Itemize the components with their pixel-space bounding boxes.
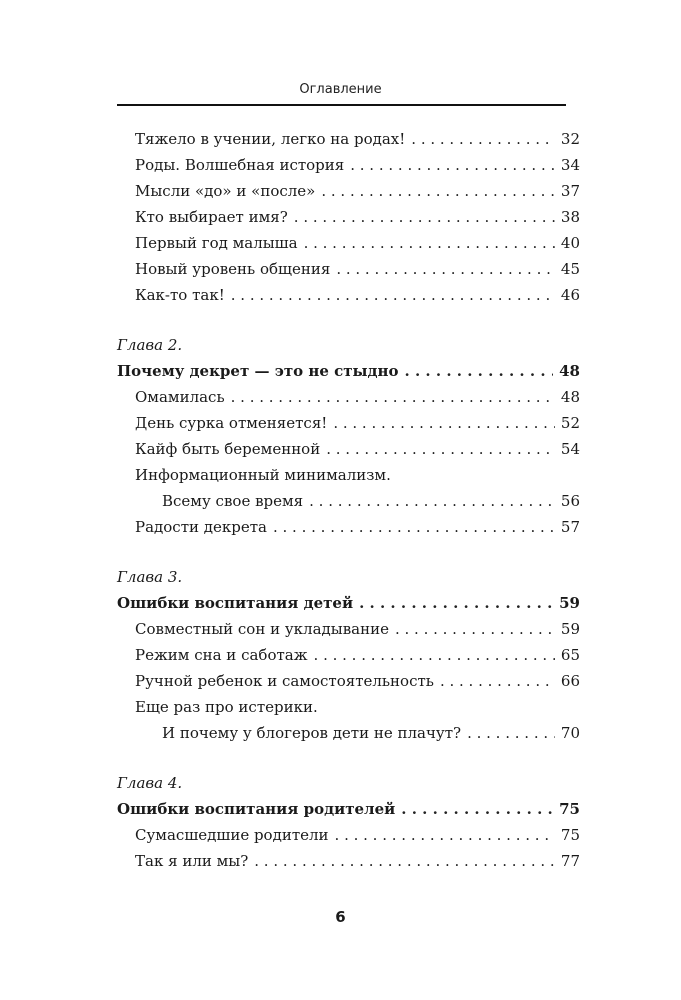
- dot-leader: [336, 258, 555, 280]
- dot-leader: [467, 722, 555, 744]
- toc-entry-title: День сурка отменяется!: [135, 414, 328, 432]
- toc-entry: [135, 258, 580, 284]
- page-number: 6: [335, 908, 346, 926]
- toc-entry: [135, 618, 580, 644]
- dot-leader: [231, 386, 555, 408]
- toc-entry: [135, 438, 580, 464]
- toc-entry-title: Ошибки воспитания родителей: [117, 800, 396, 818]
- toc-entry-title: Новый уровень общения: [135, 260, 331, 278]
- toc-page-number: 52: [560, 414, 580, 432]
- toc-entry-title: Кайф быть беременной: [135, 440, 321, 458]
- toc-entry: [135, 232, 580, 258]
- toc-entry: [135, 412, 580, 438]
- toc-entry-title: Режим сна и саботаж: [135, 646, 308, 664]
- chapter-label: [117, 772, 580, 798]
- dot-leader: [405, 360, 554, 382]
- toc-entry-title: Кто выбирает имя?: [135, 208, 288, 226]
- chapter-heading: [117, 360, 580, 386]
- toc-page-number: 46: [560, 286, 580, 304]
- dot-leader: [231, 284, 555, 306]
- dot-leader: [335, 824, 555, 846]
- dot-leader: [273, 516, 555, 538]
- toc-entry-title: Тяжело в учении, легко на родах!: [135, 130, 406, 148]
- toc-page-number: 48: [560, 388, 580, 406]
- chapter-heading: [117, 592, 580, 618]
- toc-page-number: 59: [560, 620, 580, 638]
- toc-entry-title: Глава 4.: [117, 774, 183, 792]
- toc-page-number: 77: [560, 852, 580, 870]
- toc-entry-title: Так я или мы?: [135, 852, 249, 870]
- toc-page-number: 38: [560, 208, 580, 226]
- toc-entry-title: Сумасшедшие родители: [135, 826, 329, 844]
- toc-entry: [135, 154, 580, 180]
- dot-leader: [294, 206, 555, 228]
- toc-page-number: 75: [559, 800, 580, 818]
- dot-leader: [304, 232, 555, 254]
- toc-entry: [135, 464, 580, 490]
- dot-leader: [359, 592, 553, 614]
- dot-leader: [440, 670, 555, 692]
- dot-leader: [350, 154, 555, 176]
- toc-page-number: 66: [560, 672, 580, 690]
- dot-leader: [326, 438, 555, 460]
- toc-entry-title: Мысли «до» и «после»: [135, 182, 316, 200]
- toc-page-number: 37: [560, 182, 580, 200]
- toc-page-number: 65: [560, 646, 580, 664]
- toc-entry-title: Глава 3.: [117, 568, 183, 586]
- toc-entry: [162, 490, 580, 516]
- toc-page-number: 45: [560, 260, 580, 278]
- toc-entry: [135, 284, 580, 310]
- dot-leader: [309, 490, 555, 512]
- toc-page-number: 57: [560, 518, 580, 536]
- toc-entry-title: Почему декрет — это не стыдно: [117, 362, 399, 380]
- toc-entry-title: Роды. Волшебная история: [135, 156, 345, 174]
- toc-entry: [162, 722, 580, 748]
- toc-page-number: 40: [560, 234, 580, 252]
- toc-entry-title: Информационный минимализм.: [135, 466, 391, 484]
- toc-entry: [135, 128, 580, 154]
- toc-entry-title: Ошибки воспитания детей: [117, 594, 354, 612]
- toc-page-number: 48: [559, 362, 580, 380]
- dot-leader: [254, 850, 555, 872]
- dot-leader: [411, 128, 555, 150]
- toc-entry-title: И почему у блогеров дети не плачут?: [162, 724, 462, 742]
- toc-entry: [135, 386, 580, 412]
- toc-entry: [135, 670, 580, 696]
- toc-page-number: 54: [560, 440, 580, 458]
- toc-entry: [135, 644, 580, 670]
- toc-page-number: 75: [560, 826, 580, 844]
- toc-entry: [135, 180, 580, 206]
- toc-page-number: 70: [560, 724, 580, 742]
- toc-page-number: 56: [560, 492, 580, 510]
- toc-entry: [135, 850, 580, 876]
- toc-entry-title: Первый год малыша: [135, 234, 298, 252]
- dot-leader: [333, 412, 555, 434]
- chapter-heading: [117, 798, 580, 824]
- chapter-label: [117, 334, 580, 360]
- toc-entry-title: Еще раз про истерики.: [135, 698, 318, 716]
- toc-page-number: 32: [560, 130, 580, 148]
- dot-leader: [314, 644, 555, 666]
- toc-entry-title: Глава 2.: [117, 336, 183, 354]
- toc-entry: [135, 516, 580, 542]
- toc-entry-title: Как-то так!: [135, 286, 225, 304]
- toc-page-number: 34: [560, 156, 580, 174]
- toc-entry: [135, 824, 580, 850]
- toc-page-number: 59: [559, 594, 580, 612]
- toc-entry-title: Совместный сон и укладывание: [135, 620, 389, 638]
- toc-entry: [135, 696, 580, 722]
- dot-leader: [321, 180, 555, 202]
- toc-entry-title: Омамилась: [135, 388, 225, 406]
- dot-leader: [395, 618, 555, 640]
- toc-entry-title: Всему свое время: [162, 492, 304, 510]
- toc-entry-title: Ручной ребенок и самостоятельность: [135, 672, 434, 690]
- chapter-label: [117, 566, 580, 592]
- dot-leader: [401, 798, 553, 820]
- running-header: Оглавление: [299, 82, 382, 97]
- toc-entry: [135, 206, 580, 232]
- toc-entry-title: Радости декрета: [135, 518, 267, 536]
